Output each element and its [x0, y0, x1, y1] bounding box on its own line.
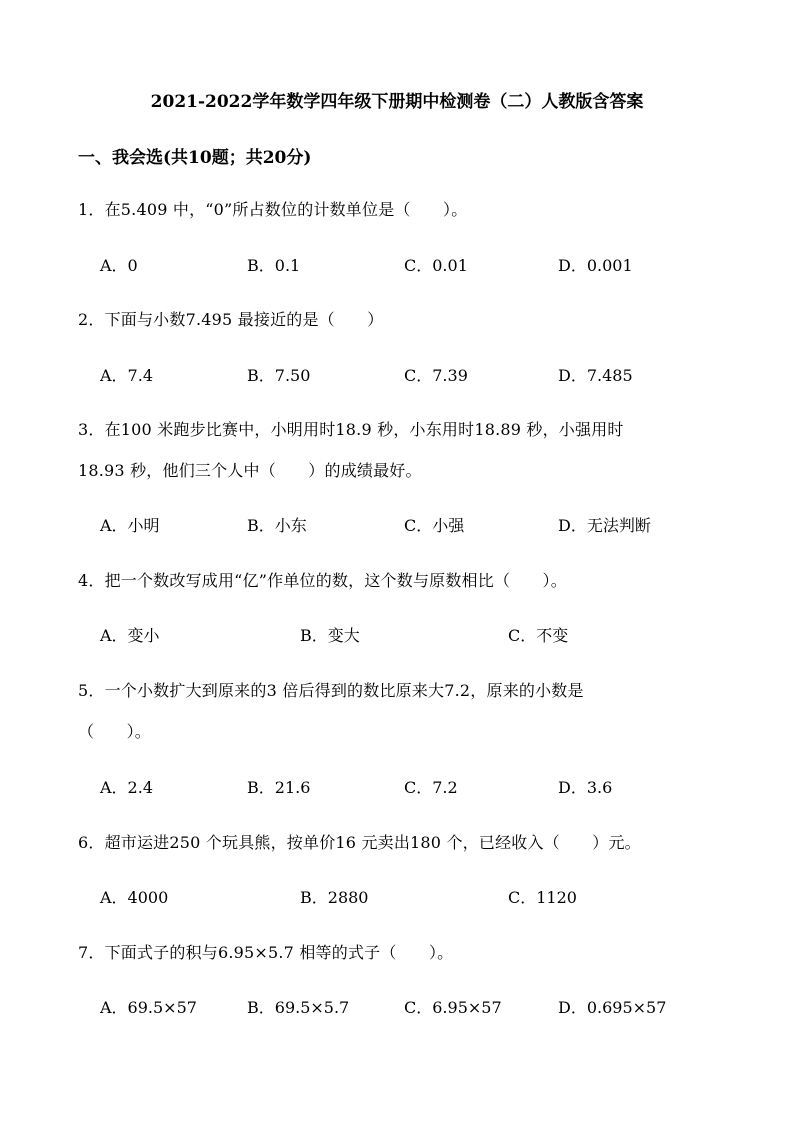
q7-option-d: D．0.695×57 — [558, 998, 667, 1017]
q7-option-b: B．69.5×5.7 — [247, 998, 350, 1017]
question-5-line-1: 5．一个小数扩大到原来的3 倍后得到的数比原来大7.2，原来的小数是 — [78, 681, 584, 700]
question-3-line-1: 3．在100 米跑步比赛中，小明用时18.9 秒，小东用时18.89 秒，小强用时 — [78, 420, 624, 439]
q3-option-c: C．小强 — [404, 516, 465, 535]
q3-option-a: A．小明 — [100, 516, 160, 535]
q2-option-a: A．7.4 — [100, 366, 154, 385]
q4-option-a: A．变小 — [100, 626, 160, 645]
q6-option-b: B．2880 — [300, 888, 369, 907]
q6-option-a: A．4000 — [100, 888, 169, 907]
question-4: 4．把一个数改写成用“亿”作单位的数，这个数与原数相比（ ）。 — [78, 571, 567, 590]
q5-option-a: A．2.4 — [100, 778, 154, 797]
q2-option-d: D．7.485 — [558, 366, 633, 385]
question-5-line-2: （ ）。 — [78, 722, 152, 741]
q6-option-c: C．1120 — [508, 888, 577, 907]
question-6: 6．超市运进250 个玩具熊，按单价16 元卖出180 个，已经收入（ ）元。 — [78, 833, 641, 852]
section-heading: 一、我会选(共10题；共20分) — [78, 148, 312, 168]
q1-option-a: A．0 — [100, 256, 138, 275]
q4-option-b: B．变大 — [300, 626, 360, 645]
q2-option-c: C．7.39 — [404, 366, 468, 385]
q7-option-a: A．69.5×57 — [100, 998, 197, 1017]
q5-option-d: D．3.6 — [558, 778, 613, 797]
q4-option-c: C．不变 — [508, 626, 569, 645]
question-7: 7．下面式子的积与6.95×5.7 相等的式子（ ）。 — [78, 943, 454, 962]
q3-option-d: D．无法判断 — [558, 516, 651, 535]
q3-option-b: B．小东 — [247, 516, 307, 535]
q1-option-b: B．0.1 — [247, 256, 301, 275]
q2-option-b: B．7.50 — [247, 366, 311, 385]
q1-option-c: C．0.01 — [404, 256, 468, 275]
page-title: 2021-2022学年数学四年级下册期中检测卷（二）人教版含答案 — [150, 92, 644, 112]
question-1: 1．在5.409 中，“0”所占数位的计数单位是（ ）。 — [78, 200, 468, 219]
q7-option-c: C．6.95×57 — [404, 998, 502, 1017]
q1-option-d: D．0.001 — [558, 256, 633, 275]
q5-option-c: C．7.2 — [404, 778, 458, 797]
question-2: 2．下面与小数7.495 最接近的是（ ） — [78, 310, 384, 329]
question-3-line-2: 18.93 秒，他们三个人中（ ）的成绩最好。 — [78, 461, 422, 480]
q5-option-b: B．21.6 — [247, 778, 311, 797]
